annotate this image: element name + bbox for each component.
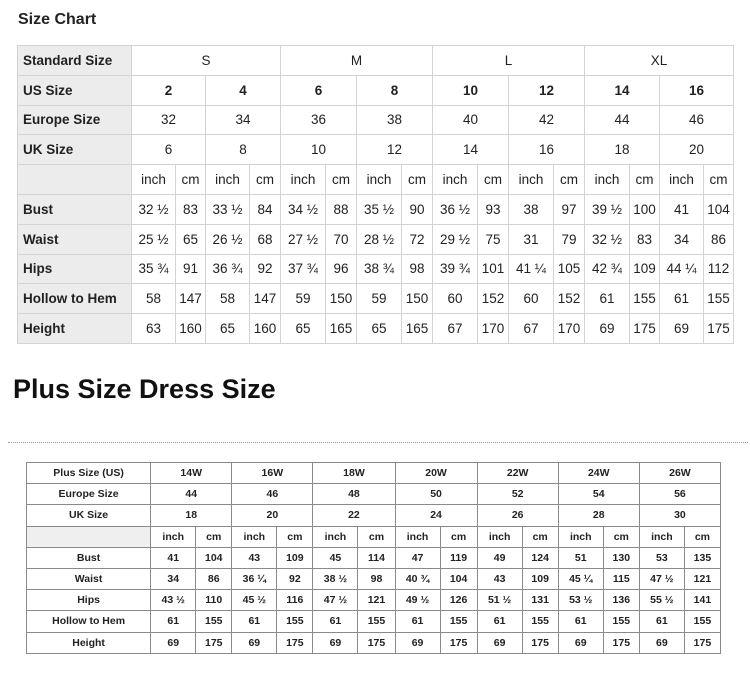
- size-cell: 12: [357, 135, 433, 165]
- measure-value: 41: [151, 547, 196, 568]
- row-label: UK Size: [27, 505, 151, 526]
- measure-value: 104: [704, 194, 734, 224]
- measure-value: 42 ¾: [585, 254, 630, 284]
- measure-value: 110: [196, 590, 232, 611]
- measure-value: 61: [660, 284, 704, 314]
- measure-value: 45 ¼: [558, 568, 603, 589]
- measure-value: 152: [478, 284, 509, 314]
- measure-label: Bust: [18, 194, 132, 224]
- measure-value: 124: [522, 547, 558, 568]
- unit-inch-header: inch: [477, 526, 522, 547]
- measure-value: 86: [704, 224, 734, 254]
- measure-value: 33 ½: [206, 194, 250, 224]
- measure-value: 60: [433, 284, 478, 314]
- measure-value: 51: [558, 547, 603, 568]
- measure-value: 58: [132, 284, 176, 314]
- measure-value: 126: [440, 590, 477, 611]
- size-cell: 24W: [558, 463, 639, 484]
- unit-inch-header: inch: [313, 526, 358, 547]
- unit-cm-header: cm: [326, 165, 357, 195]
- measure-value: 38: [509, 194, 554, 224]
- size-cell: 28: [558, 505, 639, 526]
- measure-value: 41 ¼: [509, 254, 554, 284]
- size-cell: 38: [357, 105, 433, 135]
- measure-value: 175: [522, 632, 558, 653]
- row-label: Plus Size (US): [27, 463, 151, 484]
- size-cell: 2: [132, 75, 206, 105]
- measure-row: [27, 632, 721, 653]
- standard-size-table: [17, 45, 734, 344]
- measure-value: 69: [639, 632, 684, 653]
- measure-value: 67: [433, 314, 478, 344]
- measure-value: 69: [477, 632, 522, 653]
- europe-size-row: [27, 484, 721, 505]
- unit-header-blank: [27, 526, 151, 547]
- plus-size-row: [27, 463, 721, 484]
- measure-value: 61: [477, 611, 522, 632]
- measure-value: 59: [281, 284, 326, 314]
- measure-label: Hips: [27, 590, 151, 611]
- unit-inch-header: inch: [206, 165, 250, 195]
- measure-row: [27, 611, 721, 632]
- measure-value: 92: [250, 254, 281, 284]
- measure-value: 65: [176, 224, 206, 254]
- size-cell: 32: [132, 105, 206, 135]
- measure-row: [18, 314, 734, 344]
- size-cell: 34: [206, 105, 281, 135]
- measure-value: 53: [639, 547, 684, 568]
- measure-value: 155: [684, 611, 720, 632]
- size-cell: 26: [477, 505, 558, 526]
- measure-value: 115: [603, 568, 639, 589]
- measure-value: 160: [250, 314, 281, 344]
- size-cell: 46: [232, 484, 313, 505]
- measure-value: 104: [440, 568, 477, 589]
- measure-value: 98: [358, 568, 395, 589]
- unit-inch-header: inch: [585, 165, 630, 195]
- measure-value: 93: [478, 194, 509, 224]
- measure-value: 101: [478, 254, 509, 284]
- unit-inch-header: inch: [395, 526, 440, 547]
- size-cell: 20W: [395, 463, 477, 484]
- standard-size-cell: M: [281, 46, 433, 76]
- us-size-row: [18, 75, 734, 105]
- unit-cm-header: cm: [196, 526, 232, 547]
- measure-label: Bust: [27, 547, 151, 568]
- unit-cm-header: cm: [522, 526, 558, 547]
- measure-row: [27, 590, 721, 611]
- size-cell: 56: [639, 484, 720, 505]
- measure-value: 175: [630, 314, 660, 344]
- size-cell: 26W: [639, 463, 720, 484]
- measure-value: 104: [196, 547, 232, 568]
- unit-header-row: [18, 165, 734, 195]
- measure-value: 109: [630, 254, 660, 284]
- unit-cm-header: cm: [478, 165, 509, 195]
- measure-value: 63: [132, 314, 176, 344]
- measure-value: 100: [630, 194, 660, 224]
- measure-value: 68: [250, 224, 281, 254]
- size-cell: 10: [433, 75, 509, 105]
- standard-size-cell: XL: [585, 46, 734, 76]
- uk-size-row: [27, 505, 721, 526]
- size-cell: 16W: [232, 463, 313, 484]
- measure-value: 141: [684, 590, 720, 611]
- measure-value: 32 ½: [132, 194, 176, 224]
- measure-value: 69: [313, 632, 358, 653]
- standard-size-row: [18, 46, 734, 76]
- dotted-divider: [8, 442, 748, 443]
- measure-value: 155: [358, 611, 395, 632]
- measure-value: 147: [250, 284, 281, 314]
- measure-value: 170: [478, 314, 509, 344]
- unit-inch-header: inch: [132, 165, 176, 195]
- measure-value: 51 ½: [477, 590, 522, 611]
- measure-value: 155: [603, 611, 639, 632]
- measure-value: 49: [477, 547, 522, 568]
- measure-value: 92: [277, 568, 313, 589]
- measure-value: 79: [554, 224, 585, 254]
- measure-value: 47 ½: [639, 568, 684, 589]
- measure-value: 175: [358, 632, 395, 653]
- measure-value: 155: [196, 611, 232, 632]
- row-label: UK Size: [18, 135, 132, 165]
- unit-cm-header: cm: [402, 165, 433, 195]
- measure-value: 32 ½: [585, 224, 630, 254]
- measure-value: 150: [326, 284, 357, 314]
- measure-value: 34: [660, 224, 704, 254]
- measure-value: 36 ¼: [232, 568, 277, 589]
- unit-header-blank: [18, 165, 132, 195]
- measure-value: 60: [509, 284, 554, 314]
- measure-value: 29 ½: [433, 224, 478, 254]
- measure-value: 61: [558, 611, 603, 632]
- measure-value: 45: [313, 547, 358, 568]
- unit-inch-header: inch: [151, 526, 196, 547]
- plus-size-title: Plus Size Dress Size: [13, 374, 276, 404]
- measure-value: 131: [522, 590, 558, 611]
- measure-label: Height: [18, 314, 132, 344]
- measure-label: Waist: [27, 568, 151, 589]
- unit-inch-header: inch: [232, 526, 277, 547]
- unit-cm-header: cm: [684, 526, 720, 547]
- measure-value: 36 ¾: [206, 254, 250, 284]
- size-cell: 6: [281, 75, 357, 105]
- measure-value: 49 ½: [395, 590, 440, 611]
- measure-value: 84: [250, 194, 281, 224]
- measure-value: 109: [522, 568, 558, 589]
- measure-value: 147: [176, 284, 206, 314]
- unit-inch-header: inch: [660, 165, 704, 195]
- measure-value: 55 ½: [639, 590, 684, 611]
- size-cell: 16: [660, 75, 734, 105]
- measure-value: 34: [151, 568, 196, 589]
- measure-value: 37 ¾: [281, 254, 326, 284]
- standard-size-cell: S: [132, 46, 281, 76]
- measure-value: 27 ½: [281, 224, 326, 254]
- measure-label: Waist: [18, 224, 132, 254]
- measure-row: [27, 547, 721, 568]
- measure-value: 175: [277, 632, 313, 653]
- measure-value: 69: [151, 632, 196, 653]
- measure-value: 25 ½: [132, 224, 176, 254]
- measure-value: 34 ½: [281, 194, 326, 224]
- measure-value: 83: [630, 224, 660, 254]
- size-cell: 30: [639, 505, 720, 526]
- measure-value: 130: [603, 547, 639, 568]
- measure-value: 53 ½: [558, 590, 603, 611]
- measure-label: Hips: [18, 254, 132, 284]
- measure-value: 91: [176, 254, 206, 284]
- size-cell: 14: [585, 75, 660, 105]
- size-cell: 40: [433, 105, 509, 135]
- measure-value: 44 ¼: [660, 254, 704, 284]
- measure-value: 61: [232, 611, 277, 632]
- measure-value: 69: [558, 632, 603, 653]
- unit-cm-header: cm: [440, 526, 477, 547]
- measure-value: 175: [704, 314, 734, 344]
- measure-value: 65: [357, 314, 402, 344]
- size-cell: 6: [132, 135, 206, 165]
- size-cell: 10: [281, 135, 357, 165]
- unit-inch-header: inch: [509, 165, 554, 195]
- measure-value: 119: [440, 547, 477, 568]
- measure-value: 43 ½: [151, 590, 196, 611]
- measure-value: 152: [554, 284, 585, 314]
- measure-value: 41: [660, 194, 704, 224]
- size-cell: 14W: [151, 463, 232, 484]
- measure-value: 59: [357, 284, 402, 314]
- size-cell: 54: [558, 484, 639, 505]
- size-cell: 22W: [477, 463, 558, 484]
- unit-cm-header: cm: [704, 165, 734, 195]
- measure-value: 69: [660, 314, 704, 344]
- size-cell: 50: [395, 484, 477, 505]
- measure-value: 121: [358, 590, 395, 611]
- unit-cm-header: cm: [358, 526, 395, 547]
- measure-value: 67: [509, 314, 554, 344]
- size-cell: 14: [433, 135, 509, 165]
- measure-value: 38 ½: [313, 568, 358, 589]
- measure-row: [18, 224, 734, 254]
- size-cell: 44: [585, 105, 660, 135]
- measure-value: 39 ¾: [433, 254, 478, 284]
- measure-value: 31: [509, 224, 554, 254]
- measure-value: 61: [585, 284, 630, 314]
- measure-value: 175: [196, 632, 232, 653]
- row-label: US Size: [18, 75, 132, 105]
- measure-value: 61: [151, 611, 196, 632]
- measure-value: 135: [684, 547, 720, 568]
- measure-value: 47 ½: [313, 590, 358, 611]
- measure-value: 47: [395, 547, 440, 568]
- measure-value: 88: [326, 194, 357, 224]
- unit-inch-header: inch: [558, 526, 603, 547]
- measure-value: 114: [358, 547, 395, 568]
- unit-inch-header: inch: [639, 526, 684, 547]
- unit-inch-header: inch: [281, 165, 326, 195]
- measure-value: 155: [630, 284, 660, 314]
- measure-value: 72: [402, 224, 433, 254]
- measure-value: 112: [704, 254, 734, 284]
- measure-value: 43: [232, 547, 277, 568]
- size-cell: 44: [151, 484, 232, 505]
- measure-value: 170: [554, 314, 585, 344]
- measure-value: 155: [522, 611, 558, 632]
- measure-value: 116: [277, 590, 313, 611]
- measure-label: Hollow to Hem: [18, 284, 132, 314]
- measure-value: 75: [478, 224, 509, 254]
- unit-cm-header: cm: [250, 165, 281, 195]
- measure-value: 39 ½: [585, 194, 630, 224]
- measure-value: 175: [684, 632, 720, 653]
- measure-value: 35 ¾: [132, 254, 176, 284]
- measure-value: 35 ½: [357, 194, 402, 224]
- size-cell: 8: [357, 75, 433, 105]
- measure-label: Height: [27, 632, 151, 653]
- plus-size-table: [26, 462, 721, 654]
- measure-value: 36 ½: [433, 194, 478, 224]
- measure-row: [18, 194, 734, 224]
- measure-value: 175: [603, 632, 639, 653]
- standard-size-cell: L: [433, 46, 585, 76]
- row-label: Europe Size: [27, 484, 151, 505]
- unit-inch-header: inch: [433, 165, 478, 195]
- measure-row: [18, 254, 734, 284]
- unit-header-row: [27, 526, 721, 547]
- unit-cm-header: cm: [554, 165, 585, 195]
- measure-value: 61: [639, 611, 684, 632]
- measure-value: 38 ¾: [357, 254, 402, 284]
- measure-value: 65: [206, 314, 250, 344]
- measure-value: 98: [402, 254, 433, 284]
- measure-value: 90: [402, 194, 433, 224]
- measure-value: 160: [176, 314, 206, 344]
- measure-value: 97: [554, 194, 585, 224]
- measure-value: 155: [277, 611, 313, 632]
- measure-value: 45 ½: [232, 590, 277, 611]
- size-cell: 8: [206, 135, 281, 165]
- measure-value: 69: [232, 632, 277, 653]
- measure-row: [27, 568, 721, 589]
- measure-value: 43: [477, 568, 522, 589]
- measure-value: 70: [326, 224, 357, 254]
- measure-value: 96: [326, 254, 357, 284]
- unit-cm-header: cm: [277, 526, 313, 547]
- measure-value: 109: [277, 547, 313, 568]
- measure-value: 61: [395, 611, 440, 632]
- measure-value: 165: [326, 314, 357, 344]
- measure-value: 69: [585, 314, 630, 344]
- measure-value: 105: [554, 254, 585, 284]
- measure-value: 58: [206, 284, 250, 314]
- row-label: Standard Size: [18, 46, 132, 76]
- measure-value: 83: [176, 194, 206, 224]
- size-cell: 18: [585, 135, 660, 165]
- measure-value: 175: [440, 632, 477, 653]
- size-cell: 42: [509, 105, 585, 135]
- size-cell: 18W: [313, 463, 395, 484]
- size-cell: 22: [313, 505, 395, 526]
- measure-value: 121: [684, 568, 720, 589]
- unit-cm-header: cm: [603, 526, 639, 547]
- unit-cm-header: cm: [630, 165, 660, 195]
- size-cell: 36: [281, 105, 357, 135]
- size-cell: 24: [395, 505, 477, 526]
- measure-value: 65: [281, 314, 326, 344]
- size-cell: 52: [477, 484, 558, 505]
- size-cell: 12: [509, 75, 585, 105]
- measure-value: 40 ¾: [395, 568, 440, 589]
- measure-label: Hollow to Hem: [27, 611, 151, 632]
- uk-size-row: [18, 135, 734, 165]
- measure-value: 69: [395, 632, 440, 653]
- measure-value: 155: [440, 611, 477, 632]
- europe-size-row: [18, 105, 734, 135]
- measure-value: 155: [704, 284, 734, 314]
- size-cell: 18: [151, 505, 232, 526]
- measure-value: 26 ½: [206, 224, 250, 254]
- measure-value: 61: [313, 611, 358, 632]
- size-cell: 20: [660, 135, 734, 165]
- size-cell: 46: [660, 105, 734, 135]
- size-chart-title: Size Chart: [18, 11, 97, 28]
- row-label: Europe Size: [18, 105, 132, 135]
- measure-value: 28 ½: [357, 224, 402, 254]
- size-cell: 16: [509, 135, 585, 165]
- unit-inch-header: inch: [357, 165, 402, 195]
- size-cell: 20: [232, 505, 313, 526]
- measure-value: 150: [402, 284, 433, 314]
- measure-row: [18, 284, 734, 314]
- measure-value: 86: [196, 568, 232, 589]
- size-cell: 4: [206, 75, 281, 105]
- size-cell: 48: [313, 484, 395, 505]
- measure-value: 136: [603, 590, 639, 611]
- unit-cm-header: cm: [176, 165, 206, 195]
- measure-value: 165: [402, 314, 433, 344]
